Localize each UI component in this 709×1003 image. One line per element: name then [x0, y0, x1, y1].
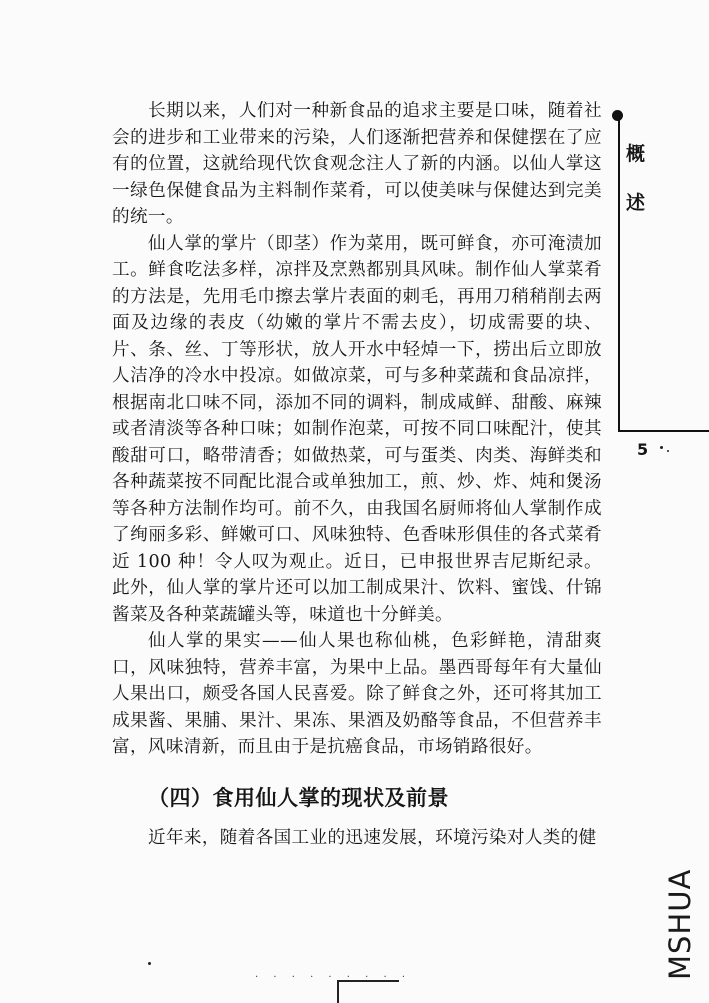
scan-speck [660, 446, 663, 449]
section-paragraph: 近年来，随着各国工业的迅速发展，环境污染对人类的健 [148, 827, 597, 848]
page-body [112, 98, 602, 851]
scan-speck [148, 962, 151, 965]
tab-horizontal-rule [618, 430, 709, 432]
scan-speck [667, 450, 669, 452]
chapter-tab-char: 概 [626, 143, 646, 165]
chapter-tab-char: 述 [626, 192, 646, 214]
tab-vertical-rule [618, 116, 620, 432]
page-number: 5 [637, 440, 649, 459]
chapter-tab [612, 104, 709, 434]
crop-mark [337, 980, 399, 1003]
bottom-scan-marks [255, 970, 445, 1001]
body-paragraph: 仙人掌的果实——仙人果也称仙桃，色彩鲜艳，清甜爽口，风味独特，营养丰富，为果中上品。墨西哥每年有大量仙人果出口，颇受各国人民喜爱。除了鲜食之外，还可将其加工成果酱、果脯、果汁、果冻、果酒及奶酪等食品，不但营养丰富，风味清新，而且由于是抗癌食品，市场销路很好。 [112, 631, 602, 757]
watermark: MSHUA [663, 868, 697, 980]
body-paragraph: 仙人掌的掌片（即茎）作为菜用，既可鲜食，亦可淹渍加工。鲜食吃法多样，凉拌及烹熟都别具风味。制作仙人掌菜肴的方法是，先用毛巾擦去掌片表面的刺毛，再用刀稍稍削去两面及边缘的表皮（幼嫩的掌片不需去皮），切成需要的块、片、条、丝、丁等形状，放人开水中轻焯一下，捞出后立即放人洁净的冷水中投凉。如做凉菜，可与多种菜蔬和食品凉拌，根据南北口味不同，添加不同的调料，制成咸鲜、甜酸、麻辣或者清淡等各种口味；如制作泡菜，可按不同口味配汁，使其酸甜可口，略带清香；如做热菜，可与蛋类、肉类、海鲜类和各种蔬菜按不同配比混合或单独加工，煎、炒、炸、炖和煲汤等各种方法制作均可。前不久，由我国名厨师将仙人掌制作成了绚丽多彩、鲜嫩可口、风味独特、色香味形俱佳的各式菜肴近 100 种！令人叹为观止。近日，已申报世界吉尼斯纪录。此外，仙人掌的掌片还可以加工制成果汁、饮料、蜜饯、什锦酱菜及各种菜蔬罐头等，味道也十分鲜美。 [112, 233, 602, 625]
scan-dots: · · · · · · · · · [255, 972, 412, 983]
section-heading: （四）食用仙人掌的现状及前景 [148, 785, 449, 810]
body-paragraph: 长期以来，人们对一种新食品的追求主要是口味，随着社会的进步和工业带来的污染，人们逐渐把营养和保健摆在了应有的位置，这就给现代饮食观念注人了新的内涵。以仙人掌这一绿色保健食品为主料制作菜肴，可以使美味与保健达到完美的统一。 [112, 101, 602, 227]
